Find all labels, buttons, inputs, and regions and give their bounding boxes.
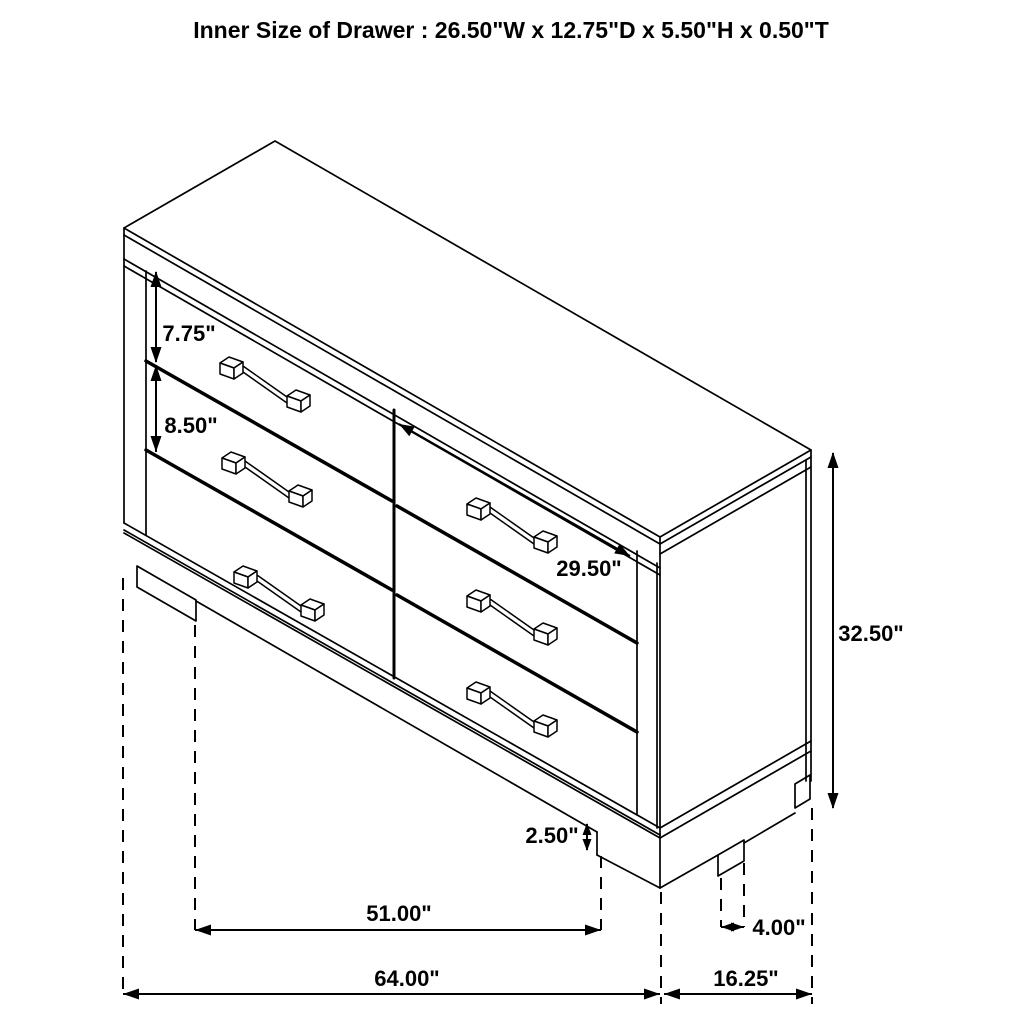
dim-label-middle-drawer-height: 8.50" (164, 413, 218, 438)
dim-label-overall-depth: 16.25" (713, 966, 779, 991)
projection-dashed-lines (123, 578, 812, 1004)
right-drawer2-bottom (397, 595, 637, 732)
plinth-bottom-right (660, 855, 718, 888)
dim-label-leg-span-width: 51.00" (366, 901, 432, 926)
dim-line-drawer-width (399, 424, 630, 556)
dim-label-plinth-height: 2.50" (525, 823, 579, 848)
dim-label-overall-width: 64.00" (374, 966, 440, 991)
rear-right-leg (795, 775, 810, 808)
top-slab-right-edge-2 (660, 467, 811, 554)
left-drawer2-bottom (146, 450, 392, 590)
handle-right-drawer3 (467, 682, 557, 737)
dimension-annotations (123, 271, 839, 1000)
top-slab-right-edge-1 (660, 457, 811, 544)
dim-label-drawer-front-width: 29.50" (556, 556, 622, 581)
plinth-cutout-top-right (744, 813, 795, 843)
front-left-leg (137, 566, 196, 621)
dim-label-overall-height: 32.50" (838, 621, 904, 646)
handle-right-drawer2 (467, 590, 557, 645)
bottom-rail-right-2 (660, 751, 811, 838)
top-surface-outline (124, 141, 811, 537)
top-slab-edge-1 (124, 235, 660, 544)
handle-left-drawer2 (222, 452, 312, 507)
dim-label-leg-depth: 4.00" (752, 915, 806, 940)
front-right-leg (718, 840, 744, 876)
bottom-rail-right-1 (660, 741, 811, 828)
diagram-title: Inner Size of Drawer : 26.50"W x 12.75"D x 5.50"H x 0.50"T (193, 17, 829, 43)
dim-label-top-drawer-height: 7.75" (162, 321, 216, 346)
plinth-bottom-front (597, 855, 660, 888)
